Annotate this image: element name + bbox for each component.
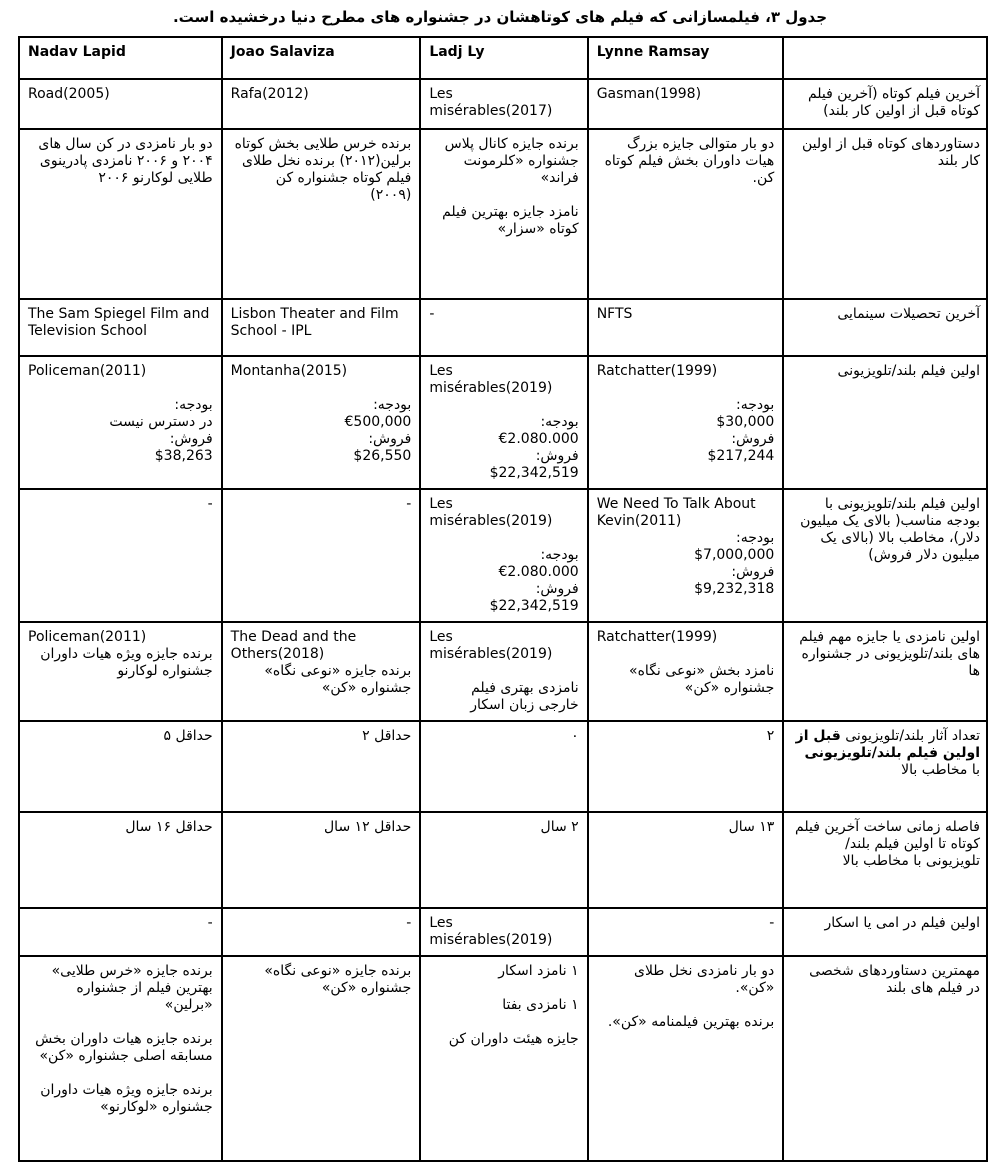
filmmakers-table [18, 36, 988, 1162]
sales-value: $38,263 [154, 448, 213, 464]
row-short-achievements [19, 129, 987, 299]
film-title: Ratchatter(1999) [596, 629, 718, 645]
cell-salaviza [222, 908, 421, 956]
cell-lapid [19, 129, 222, 299]
cell-ramsay [588, 129, 784, 299]
label-bold-part: قبل از اولین فیلم بلند/تلویزیونی [795, 728, 980, 761]
table-caption: جدول ۳، فیلمسازانی که فیلم های کوتاهشان در جشنواره های مطرح دنیا درخشیده است. [172, 8, 828, 26]
sales-label: فروش: [535, 448, 579, 464]
cell-ly [420, 489, 587, 622]
cell-ramsay [588, 812, 784, 908]
cell-text: ۲ [766, 728, 775, 744]
cell-lapid [19, 812, 222, 908]
cell-lapid [19, 956, 222, 1161]
budget-label: بودجه: [540, 547, 579, 563]
cell-text: دو بار نامزدی در کن سال های ۲۰۰۴ و ۲۰۰۶ نامزدی پادرینوی طلایی لوکارنو ۲۰۰۶ [38, 136, 213, 186]
cell-text: برنده جایزه هیات داوران بخش مسابقه اصلی جشنواره «کن» [35, 1031, 213, 1064]
cell-text: دو بار متوالی جایزه بزرگ هیات داوران بخش فیلم کوتاه کن. [604, 136, 775, 186]
row-education [19, 299, 987, 356]
row-label: اولین نامزدی یا جایزه مهم فیلم های بلند/تلویزیونی در جشنواره ها [783, 622, 987, 721]
row-last-short [19, 79, 987, 129]
header-ramsay: Lynne Ramsay [588, 37, 784, 79]
budget-label: بودجه: [540, 414, 579, 430]
sales-value: $9,232,318 [694, 581, 775, 597]
film-title: Montanha(2015) [230, 363, 348, 379]
budget-label: بودجه: [736, 530, 775, 546]
cell-text: برنده جایزه «نوعی نگاه» جشنواره «کن» [264, 663, 412, 696]
cell-salaviza [222, 489, 421, 622]
header-ly: Ladj Ly [420, 37, 587, 79]
row-oscar [19, 908, 987, 956]
cell-lapid [19, 489, 222, 622]
cell-salaviza [222, 622, 421, 721]
cell-ly [420, 622, 587, 721]
budget-value: €2.080.000 [498, 431, 579, 447]
budget-value: $7,000,000 [694, 547, 775, 563]
film-title: Policeman(2011) [28, 629, 147, 645]
row-label: اولین فیلم در امی یا اسکار [783, 908, 987, 956]
row-label: آخرین فیلم کوتاه (آخرین فیلم کوتاه قبل از اولین کار بلند) [783, 79, 987, 129]
budget-value: $30,000 [716, 414, 775, 430]
film-title: Les misérables(2019) [429, 496, 553, 529]
cell-text: ۱ نامزد اسکار [498, 963, 579, 979]
budget-value: €500,000 [344, 414, 412, 430]
cell-ly: Les misérables(2019) [420, 908, 587, 956]
cell-text: حداقل ۲ [362, 728, 412, 744]
cell-lapid [19, 356, 222, 489]
cell-text: - [769, 915, 775, 931]
sales-label: فروش: [731, 564, 775, 580]
cell-salaviza: Lisbon Theater and Film School - IPL [222, 299, 421, 356]
sales-label: فروش: [535, 581, 579, 597]
budget-label: بودجه: [373, 397, 412, 413]
cell-text: برنده بهترین فیلمنامه «کن». [607, 1014, 775, 1030]
row-first-feature [19, 356, 987, 489]
cell-ly [420, 129, 587, 299]
header-empty [783, 37, 987, 79]
row-feature-count [19, 721, 987, 812]
cell-lapid [19, 721, 222, 812]
film-title: Ratchatter(1999) [596, 363, 718, 379]
sales-value: $22,342,519 [489, 598, 579, 614]
cell-lapid [19, 908, 222, 956]
cell-ly [420, 721, 587, 812]
row-label: آخرین تحصیلات سینمایی [783, 299, 987, 356]
cell-ly: - [420, 299, 587, 356]
cell-text: برنده جایزه ویژه هیات داوران جشنواره لوکارنو [40, 646, 213, 679]
row-label: اولین فیلم بلند/تلویزیونی با بودجه مناسب( بالای یک میلیون دلار)، مخاطب بالا (بالای یک میلیون دلار فروش) [783, 489, 987, 622]
cell-ramsay [588, 956, 784, 1161]
cell-text: برنده جایزه ویژه هیات داوران جشنواره «لوکارنو» [40, 1082, 213, 1115]
cell-text: جایزه هیئت داوران کن [448, 1031, 579, 1047]
film-title: Les misérables(2019) [429, 629, 553, 662]
cell-text: حداقل ۱۶ سال [125, 819, 213, 835]
cell-ramsay: NFTS [588, 299, 784, 356]
header-row [19, 37, 987, 79]
cell-ramsay [588, 356, 784, 489]
row-label: دستاوردهای کوتاه قبل از اولین کار بلند [783, 129, 987, 299]
cell-text: - [406, 915, 412, 931]
cell-ly [420, 812, 587, 908]
label-part: با مخاطب بالا [901, 762, 980, 778]
cell-text: نامزد بخش «نوعی نگاه» جشنواره «کن» [629, 663, 775, 696]
cell-text: حداقل ۵ [163, 728, 213, 744]
budget-label: بودجه: [174, 397, 213, 413]
cell-salaviza: Rafa(2012) [222, 79, 421, 129]
cell-ramsay [588, 908, 784, 956]
cell-text: حداقل ۱۲ سال [324, 819, 412, 835]
cell-salaviza [222, 129, 421, 299]
cell-ly: Les misérables(2017) [420, 79, 587, 129]
cell-salaviza [222, 956, 421, 1161]
film-title: The Dead and the Others(2018) [230, 629, 357, 662]
cell-text: برنده جایزه «خرس طلایی» بهترین فیلم از جشنواره «برلین» [51, 963, 213, 1013]
sales-label: فروش: [169, 431, 213, 447]
budget-value: در دسترس نیست [109, 414, 213, 430]
cell-text: - [406, 496, 412, 512]
row-label: فاصله زمانی ساخت آخرین فیلم کوتاه تا اولین فیلم بلند/تلویزیونی با مخاطب بالا [783, 812, 987, 908]
budget-label: بودجه: [736, 397, 775, 413]
header-salaviza: Joao Salaviza [222, 37, 421, 79]
row-first-budget-feature [19, 489, 987, 622]
cell-salaviza [222, 721, 421, 812]
film-title: We Need To Talk About Kevin(2011) [596, 496, 756, 529]
cell-ly [420, 356, 587, 489]
cell-text: برنده جایزه کانال پلاس جشنواره «کلرمونت فراند» [444, 136, 579, 186]
cell-text: نامزدی بهتری فیلم خارجی زبان اسکار [470, 680, 579, 713]
row-label [783, 721, 987, 812]
header-lapid: Nadav Lapid [19, 37, 222, 79]
row-first-nomination [19, 622, 987, 721]
row-label: اولین فیلم بلند/تلویزیونی [783, 356, 987, 489]
sales-value: $217,244 [707, 448, 775, 464]
cell-lapid: Road(2005) [19, 79, 222, 129]
cell-text: - [207, 496, 213, 512]
cell-salaviza [222, 356, 421, 489]
cell-ramsay: Gasman(1998) [588, 79, 784, 129]
sales-label: فروش: [731, 431, 775, 447]
cell-text: نامزد جایزه بهترین فیلم کوتاه «سزار» [442, 204, 579, 237]
budget-value: €2.080.000 [498, 564, 579, 580]
sales-label: فروش: [368, 431, 412, 447]
cell-ramsay [588, 622, 784, 721]
cell-text: ۲ سال [540, 819, 579, 835]
cell-text: برنده خرس طلایی بخش کوتاه برلین(۲۰۱۲) برنده نخل طلای فیلم کوتاه جشنواره کن (۲۰۰۹) [234, 136, 412, 203]
row-label: مهمترین دستاوردهای شخصی در فیلم های بلند [783, 956, 987, 1161]
cell-text: - [207, 915, 213, 931]
film-title: Les misérables(2019) [429, 363, 553, 396]
cell-text: دو بار نامزدی نخل طلای «کن». [634, 963, 775, 996]
cell-text: ۱ نامزدی بفتا [502, 997, 579, 1013]
row-feature-achievements [19, 956, 987, 1161]
cell-ly [420, 956, 587, 1161]
cell-ramsay [588, 489, 784, 622]
cell-salaviza [222, 812, 421, 908]
sales-value: $26,550 [353, 448, 412, 464]
film-title: Policeman(2011) [28, 363, 147, 379]
label-part: تعداد آثار بلند/تلویزیونی [845, 728, 980, 744]
cell-ramsay [588, 721, 784, 812]
cell-text: ۰ [571, 728, 579, 744]
sales-value: $22,342,519 [489, 465, 579, 481]
cell-text: برنده جایزه «نوعی نگاه» جشنواره «کن» [264, 963, 412, 996]
cell-lapid: The Sam Spiegel Film and Television School [19, 299, 222, 356]
row-time-gap [19, 812, 987, 908]
cell-text: ۱۳ سال [728, 819, 775, 835]
cell-lapid [19, 622, 222, 721]
